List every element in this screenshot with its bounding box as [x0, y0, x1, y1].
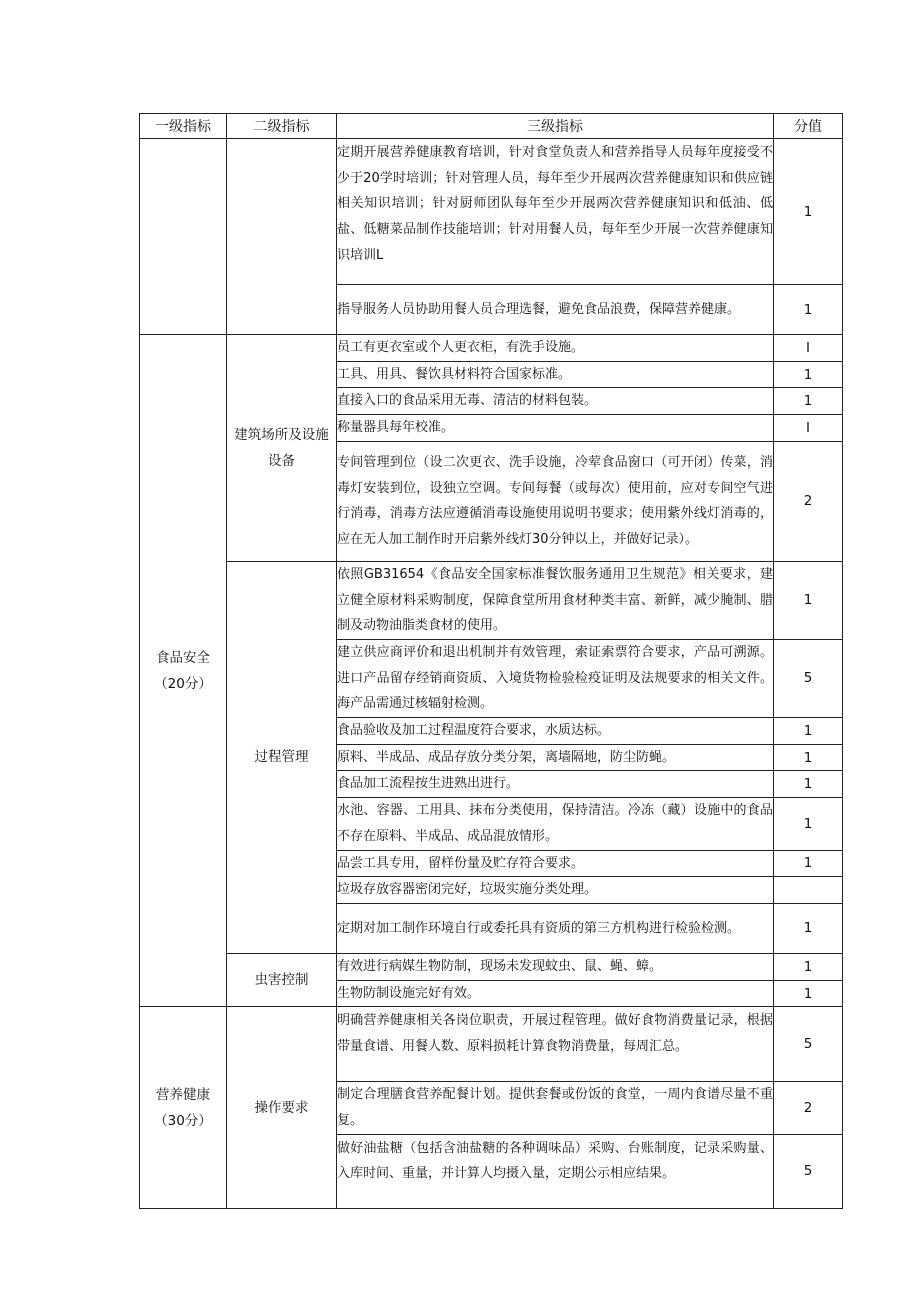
header-level3: 三级指标	[337, 114, 774, 139]
score-cell: 1	[774, 388, 843, 415]
score-cell: 1	[774, 285, 843, 335]
score-cell: 1	[774, 771, 843, 798]
level3-cell: 生物防制设施完好有效。	[337, 980, 774, 1007]
level2-process: 过程管理	[227, 561, 337, 953]
score-cell: 1	[774, 139, 843, 285]
score-cell: 1	[774, 850, 843, 877]
table-row	[140, 953, 843, 980]
score-cell: 1	[774, 361, 843, 388]
score-cell: 1	[774, 903, 843, 953]
level3-cell: 工具、用具、餐饮具材料符合国家标准。	[337, 361, 774, 388]
table-row	[140, 139, 843, 285]
score-cell: I	[774, 415, 843, 442]
table-row	[140, 561, 843, 639]
level3-cell: 水池、容器、工用具、抹布分类使用，保持清洁。冷冻（藏）设施中的食品不存在原料、半成品、成品混放情形。	[337, 798, 774, 850]
level3-cell: 指导服务人员协助用餐人员合理选餐，避免食品浪费，保障营养健康。	[337, 285, 774, 335]
level1-cell-empty	[140, 139, 227, 335]
level3-cell: 原料、半成品、成品存放分类分架，离墙隔地，防尘防蝇。	[337, 744, 774, 771]
level3-cell: 定期对加工制作环境自行或委托具有资质的第三方机构进行检验检测。	[337, 903, 774, 953]
header-level1: 一级指标	[140, 114, 227, 139]
table-header-row	[140, 114, 843, 139]
level3-cell: 依照GB31654《食品安全国家标准餐饮服务通用卫生规范》相关要求，建立健全原材料采购制度，保障食堂所用食材种类丰富、新鲜，减少腌制、腊制及动物油脂类食材的使用。	[337, 561, 774, 639]
level1-food-safety: 食品安全（20分）	[140, 335, 227, 1007]
level3-cell: 定期开展营养健康教育培训，针对食堂负责人和营养指导人员每年度接受不少于20学时培训；针对管理人员，每年至少开展两次营养健康知识和供应链相关知识培训；针对厨师团队每年至少开展两次营养健康知识和低油、低盐、低糖菜品制作技能培训；针对用餐人员，每年至少开展一次营养健康知识培训L	[337, 139, 774, 285]
level3-cell: 称量器具每年校准。	[337, 415, 774, 442]
header-score: 分值	[774, 114, 843, 139]
level3-cell: 员工有更衣室或个人更衣柜，有洗手设施。	[337, 335, 774, 362]
level1-nutrition: 营养健康（30分）	[140, 1007, 227, 1208]
score-cell	[774, 877, 843, 904]
score-cell: 1	[774, 561, 843, 639]
level3-cell: 明确营养健康相关各岗位职责，开展过程管理。做好食物消费量记录，根据带量食谱、用餐人数、原料损耗计算食物消费量，每周汇总。	[337, 1007, 774, 1082]
score-cell: 2	[774, 441, 843, 561]
level2-pest: 虫害控制	[227, 953, 337, 1006]
level2-operation: 操作要求	[227, 1007, 337, 1208]
level3-cell: 制定合理膳食营养配餐计划。提供套餐或份饭的食堂，一周内食谱尽量不重复。	[337, 1082, 774, 1134]
evaluation-table	[139, 113, 843, 1209]
level3-cell: 直接入口的食品采用无毒、清洁的材料包装。	[337, 388, 774, 415]
level3-cell: 做好油盐糖（包括含油盐糖的各种调味品）采购、台账制度，记录采购量、入库时间、重量，并计算人均摄入量，定期公示相应结果。	[337, 1134, 774, 1208]
score-cell: 5	[774, 1134, 843, 1208]
table-row	[140, 335, 843, 362]
score-cell: I	[774, 335, 843, 362]
level3-cell: 食品加工流程按生进熟出进行。	[337, 771, 774, 798]
score-cell: 5	[774, 1007, 843, 1082]
level3-cell: 垃圾存放容器密闭完好，垃圾实施分类处理。	[337, 877, 774, 904]
level2-cell-empty	[227, 139, 337, 335]
score-cell: 1	[774, 798, 843, 850]
score-cell: 1	[774, 953, 843, 980]
level3-cell: 建立供应商评价和退出机制并有效管理，索证索票符合要求，产品可溯源。进口产品留存经销商资质、入境货物检验检疫证明及法规要求的相关文件。海产品需通过核辐射检测。	[337, 639, 774, 717]
table-row	[140, 1007, 843, 1082]
score-cell: 2	[774, 1082, 843, 1134]
score-cell: 5	[774, 639, 843, 717]
level3-cell: 有效进行病媒生物防制，现场未发现蚊虫、鼠、蝇、蟑。	[337, 953, 774, 980]
score-cell: 1	[774, 718, 843, 745]
score-cell: 1	[774, 744, 843, 771]
level2-facilities: 建筑场所及设施设备	[227, 335, 337, 562]
score-cell: 1	[774, 980, 843, 1007]
level3-cell: 食品验收及加工过程温度符合要求，水质达标。	[337, 718, 774, 745]
level3-cell: 专间管理到位（设二次更衣、洗手设施，冷荤食品窗口（可开闭）传菜，消毒灯安装到位，设独立空调。专间每餐（或每次）使用前，应对专间空气进行消毒，消毒方法应遵循消毒设施使用说明书要求；使用紫外线灯消毒的，应在无人加工制作时开启紫外线灯30分钟以上，并做好记录）。	[337, 441, 774, 561]
level3-cell: 品尝工具专用，留样份量及贮存符合要求。	[337, 850, 774, 877]
header-level2: 二级指标	[227, 114, 337, 139]
